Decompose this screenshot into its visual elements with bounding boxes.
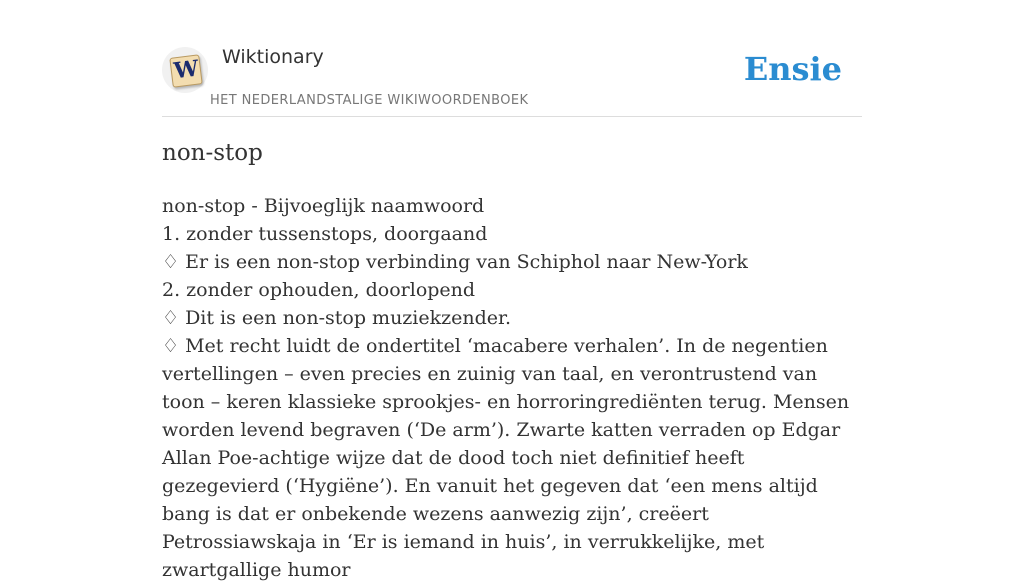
logo-tile-icon xyxy=(169,54,202,87)
sense-2: 2. zonder ophouden, doorlopend xyxy=(162,279,476,301)
wiktionary-logo[interactable] xyxy=(162,47,208,93)
site-tagline: HET NEDERLANDSTALIGE WIKIWOORDENBOEK xyxy=(210,93,529,108)
entry-body xyxy=(162,192,864,584)
entry-heading: non-stop - Bijvoeglijk naamwoord xyxy=(162,195,485,217)
site-header xyxy=(162,40,862,117)
example-1: ♢ Er is een non-stop verbinding van Schiphol naar New-York xyxy=(162,251,748,273)
site-name[interactable]: Wiktionary xyxy=(222,46,324,68)
example-3: ♢ Met recht luidt de ondertitel ‘macabere verhalen’. In de negentien vertellingen – even precies en zuinig van taal, en verontrustend van toon – keren klassieke sprookjes- en horroringrediënten terug. Mensen worden levend begraven (‘De arm’). Zwarte katten verraden op Edgar Allan Poe-achtige wijze dat de dood toch niet definitief heeft gezegevierd (‘Hygiëne’). En vanuit het gegeven dat ‘een mens altijd bang is dat er onbekende wezens aanwezig zijn’, creëert Petrossiawskaja in ‘Er is iemand in huis’, in verrukkelijke, met zwartgallige humor xyxy=(162,335,850,581)
ensie-brand-logo[interactable]: Ensie xyxy=(743,50,842,88)
sense-1: 1. zonder tussenstops, doorgaand xyxy=(162,223,488,245)
example-2: ♢ Dit is een non-stop muziekzender. xyxy=(162,307,512,329)
logo-letter: W xyxy=(172,55,201,85)
page-title: non-stop xyxy=(162,140,263,166)
